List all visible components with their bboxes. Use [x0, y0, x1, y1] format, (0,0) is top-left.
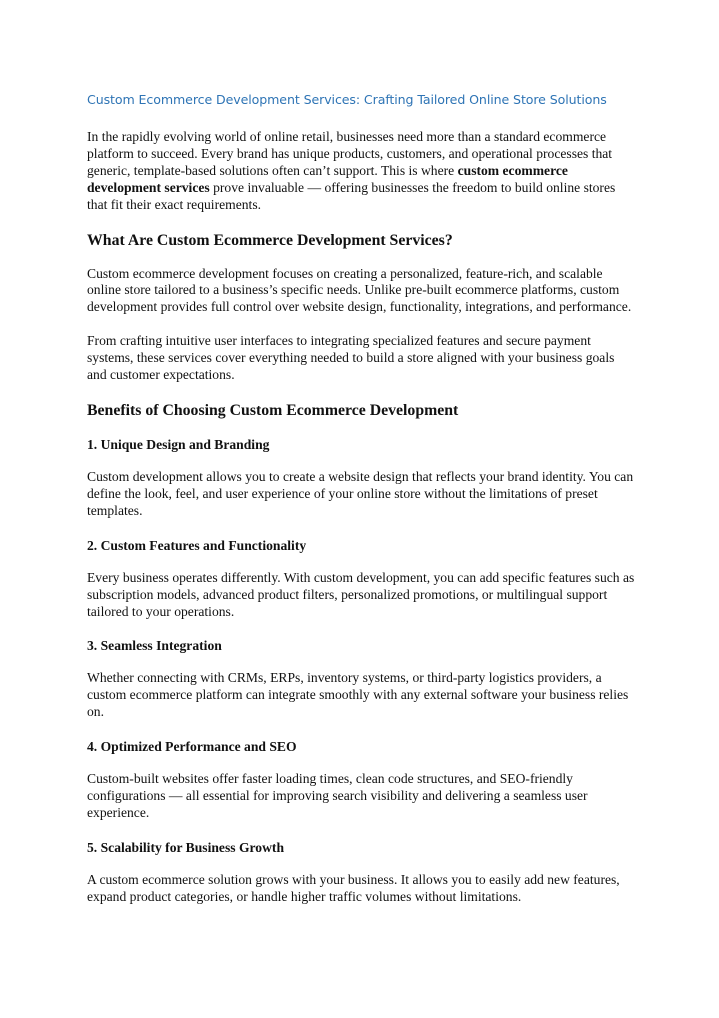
benefits-section-heading: Benefits of Choosing Custom Ecommerce Development	[87, 401, 459, 419]
intro-text-end: prove invaluable — offering businesses the freedom to build online stores that fit their exact requirements.	[87, 179, 616, 212]
benefit-heading-3: 3. Seamless Integration	[87, 638, 222, 654]
intro-paragraph	[87, 129, 635, 214]
benefit-heading-5: 5. Scalability for Business Growth	[87, 839, 285, 855]
intro-text-start: In the rapidly evolving world of online retail, businesses need more than a standard ecommerce platform to succeed. Every brand has unique products, customers, and operational processes that generic, template-based solutions often can’t support. This is where	[87, 129, 613, 178]
benefit-text-1: Custom development allows you to create a website design that reflects your brand identity. You can define the look, feel, and user experience of your online store without the limitations of preset templates.	[87, 468, 634, 518]
benefit-text-3: Whether connecting with CRMs, ERPs, inventory systems, or third-party logistics providers, a custom ecommerce platform can integrate smoothly with any external software your business relies on.	[87, 670, 629, 720]
benefit-text-4: Custom-built websites offer faster loading times, clean code structures, and SEO-friendly configurations — all essential for improving search visibility and delivering a seamless user experience.	[87, 771, 588, 820]
what-paragraph-1: Custom ecommerce development focuses on creating a personalized, feature-rich, and scalable online store tailored to a business’s specific needs. Unlike pre-built ecommerce platforms, custom development provides full control over website design, functionality, integrations, and performance.	[87, 265, 632, 315]
benefit-text-5: A custom ecommerce solution grows with your business. It allows you to easily add new features, expand product categories, or handle higher traffic volumes without limitations.	[87, 871, 620, 904]
document-title: Custom Ecommerce Development Services: Crafting Tailored Online Store Solutions	[87, 92, 607, 107]
benefit-heading-2: 2. Custom Features and Functionality	[87, 537, 307, 553]
what-paragraph-2: From crafting intuitive user interfaces to integrating specialized features and secure payment systems, these services cover everything needed to build a store aligned with your business goals and customer expectations.	[87, 333, 615, 383]
benefit-text-2: Every business operates differently. With custom development, you can add specific features such as subscription models, advanced product filters, personalized promotions, or multilingual support tailored to your operations.	[87, 569, 635, 619]
benefit-heading-1: 1. Unique Design and Branding	[87, 436, 270, 452]
benefit-heading-4: 4. Optimized Performance and SEO	[87, 739, 297, 755]
what-section-heading: What Are Custom Ecommerce Development Services?	[87, 231, 453, 249]
intro-bold-keyword: custom ecommerce development services	[87, 162, 568, 195]
document-content	[87, 92, 635, 923]
